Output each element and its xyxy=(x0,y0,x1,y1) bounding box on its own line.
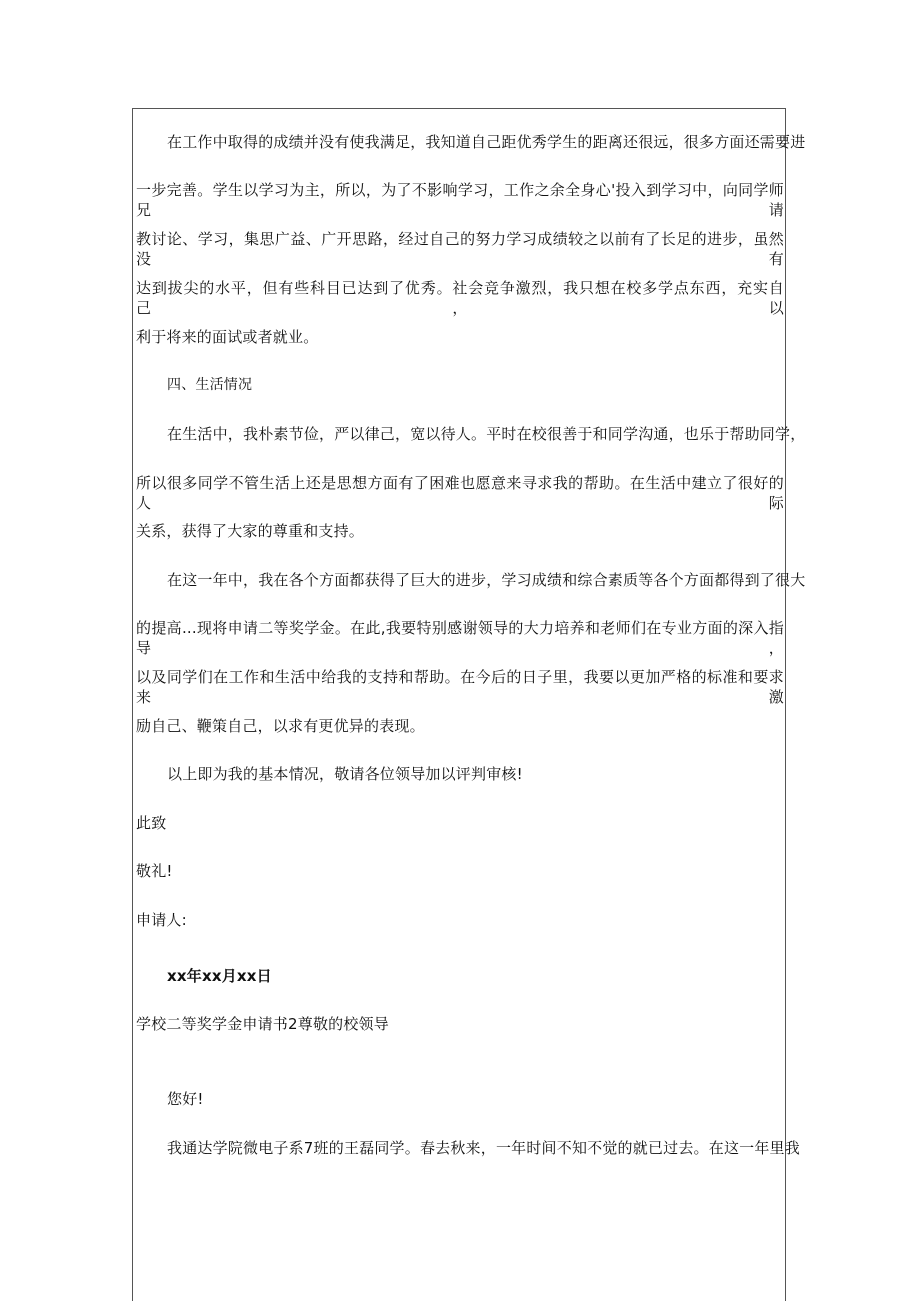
paragraph-line: 励自己、鞭策自己，以求有更优异的表现。 xyxy=(136,717,425,735)
salutation-line: 此致 xyxy=(136,814,167,832)
paragraph-line: 教讨论、学习，集思广益、广开思路，经过自己的努力学习成绩较之以前有了长足的进步，虽然没有 xyxy=(136,230,784,268)
paragraph-line: 的提高...现将申请二等奖学金。在此,我要特别感谢领导的大力培养和老师们在专业方面的深入指导， xyxy=(136,619,784,657)
greeting: 您好! xyxy=(167,1090,204,1108)
applicant-label: 申请人: xyxy=(136,911,187,929)
paragraph-line: 在这一年中，我在各个方面都获得了巨大的进步，学习成绩和综合素质等各个方面都得到了很大 xyxy=(167,571,806,589)
paragraph-line: 以及同学们在工作和生活中给我的支持和帮助。在今后的日子里，我要以更加严格的标准和要求来激 xyxy=(136,668,784,706)
paragraph-line: 关系，获得了大家的尊重和支持。 xyxy=(136,522,365,540)
paragraph-line: 一步完善。学生以学习为主，所以，为了不影响学习，工作之余全身心'投入到学习中，向同学师兄请 xyxy=(136,181,784,219)
closing-request: 以上即为我的基本情况，敬请各位领导加以评判审核! xyxy=(167,765,523,783)
paragraph-line: 利于将来的面试或者就业。 xyxy=(136,328,319,346)
section-heading: 四、生活情况 xyxy=(167,377,253,393)
second-title: 学校二等奖学金申请书2尊敬的校领导 xyxy=(136,1015,389,1033)
paragraph-line: 在生活中，我朴素节俭，严以律己，宽以待人。平时在校很善于和同学沟通，也乐于帮助同学， xyxy=(167,425,806,443)
paragraph-line: 我通达学院微电子系7班的王磊同学。春去秋来，一年时间不知不觉的就已过去。在这一年里我 xyxy=(167,1139,800,1157)
paragraph-line: 达到拔尖的水平，但有些科目已达到了优秀。社会竞争激烈，我只想在校多学点东西，充实自己，以 xyxy=(136,279,784,317)
paragraph-line: 在工作中取得的成绩并没有使我满足，我知道自己距优秀学生的距离还很远，很多方面还需要进 xyxy=(167,133,806,151)
date-line: xx年xx月xx日 xyxy=(167,967,272,985)
salutation-line: 敬礼! xyxy=(136,862,173,880)
paragraph-line: 所以很多同学不管生活上还是思想方面有了困难也愿意来寻求我的帮助。在生活中建立了很好的人际 xyxy=(136,474,784,512)
